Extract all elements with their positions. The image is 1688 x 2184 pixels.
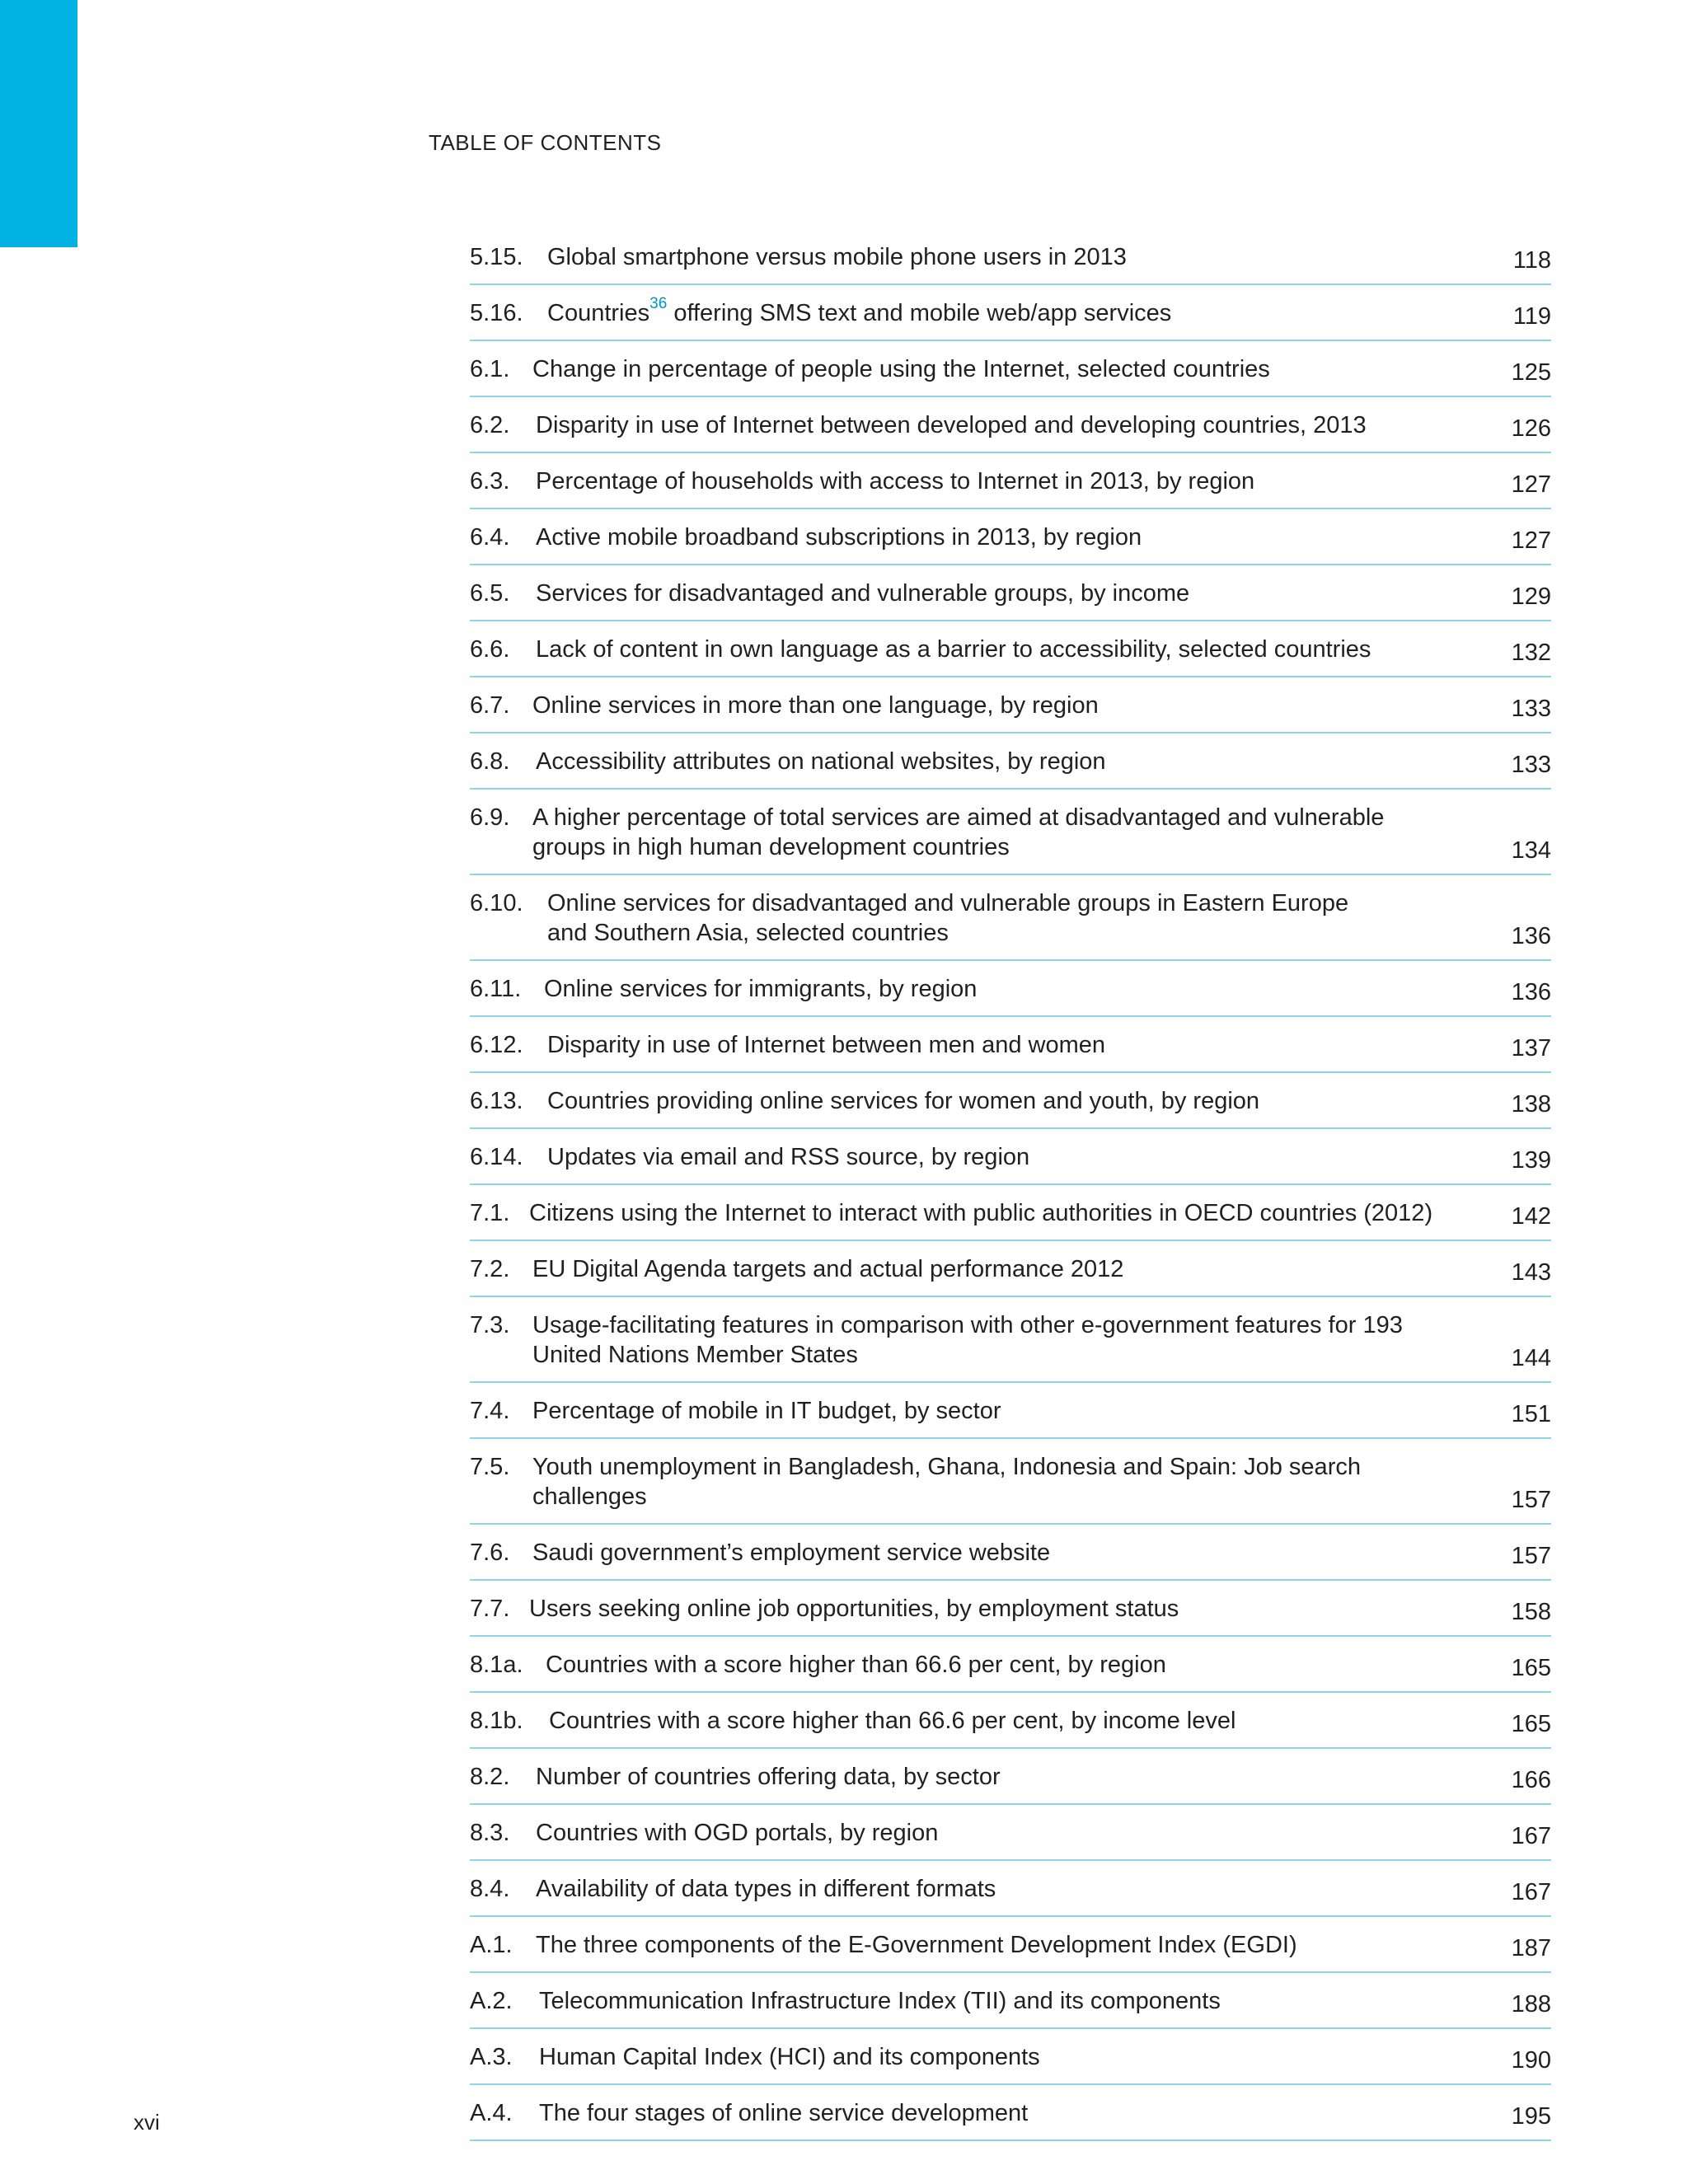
toc-entry-page: 188 [1511,1991,1551,2018]
toc-entry-number: 7.1. [470,1200,510,1226]
toc-entry-title: Percentage of households with access to Internet in 2013, by region [536,468,1255,494]
toc-entry-title: Updates via email and RSS source, by region [547,1144,1030,1170]
toc-entry-number: 6.13. [470,1088,523,1114]
toc-entry-title: Disparity in use of Internet between developed and developing countries, 2013 [536,412,1367,438]
toc-entry-title: Services for disadvantaged and vulnerable groups, by income [536,580,1190,607]
toc-entry-title-line: groups in high human development countries [532,834,1010,860]
toc-entry-title-line: and Southern Asia, selected countries [547,920,949,946]
toc-entry-number: 6.5. [470,580,510,607]
toc-entry-title-text: offering SMS text and mobile web/app services [667,300,1172,326]
toc-entry[interactable] [470,1749,1551,1805]
toc-entry[interactable] [470,1439,1551,1525]
section-title: TABLE OF CONTENTS [429,130,662,155]
toc-entry-title: Availability of data types in different formats [536,1876,996,1902]
toc-entry-title: The three components of the E-Government Development Index (EGDI) [536,1932,1297,1958]
toc-entry-page: 165 [1511,1655,1551,1681]
toc-entry-number: A.3. [470,2044,513,2070]
toc-entry-number: 7.4. [470,1398,510,1424]
toc-entry-number: 5.15. [470,244,523,270]
toc-entry[interactable] [470,1637,1551,1693]
toc-entry-page: 136 [1511,979,1551,1005]
toc-entry-title-line: United Nations Member States [532,1342,858,1368]
toc-entry-title: Lack of content in own language as a barrier to accessibility, selected countries [536,636,1372,663]
toc-entry-page: 126 [1511,415,1551,442]
toc-entry[interactable] [470,733,1551,790]
toc-entry[interactable] [470,397,1551,453]
toc-entry[interactable] [470,509,1551,565]
toc-entry-page: 158 [1511,1599,1551,1625]
toc-entry[interactable] [470,961,1551,1017]
toc-entry-page: 118 [1512,247,1551,274]
toc-entry-page: 137 [1511,1035,1551,1062]
toc-entry-number: 8.2. [470,1764,510,1790]
footnote-marker[interactable]: 36 [649,295,668,313]
toc-entry-title: Disparity in use of Internet between men and women [547,1032,1106,1058]
toc-entry-title: Number of countries offering data, by sector [536,1764,1001,1790]
toc-entry-title: Telecommunication Infrastructure Index (TII) and its components [539,1988,1221,2014]
toc-entry-page: 125 [1511,359,1551,386]
toc-entry-page: 151 [1511,1401,1551,1427]
toc-entry-page: 142 [1511,1203,1551,1230]
toc-entry-page: 187 [1511,1935,1551,1961]
toc-entry-title [532,1310,1452,1370]
toc-entry-page: 166 [1511,1767,1551,1793]
toc-entry[interactable] [470,1185,1551,1241]
toc-entry[interactable] [470,453,1551,509]
toc-entry-page: 133 [1511,752,1551,778]
toc-entry-title: Countries with OGD portals, by region [536,1820,939,1846]
toc-entry-page: 132 [1511,640,1551,666]
toc-entry-number: 8.1a. [470,1652,523,1678]
toc-entry-number: 6.12. [470,1032,523,1058]
toc-entry-page: 195 [1511,2103,1551,2130]
toc-entry-page: 165 [1511,1711,1551,1737]
toc-entry[interactable] [470,1073,1551,1129]
toc-entry-title: Countries providing online services for women and youth, by region [547,1088,1260,1114]
toc-entry-number: 6.14. [470,1144,523,1170]
toc-entry-page: 157 [1511,1543,1551,1569]
toc-entry-title: Citizens using the Internet to interact with public authorities in OECD countries (2012) [529,1200,1433,1226]
toc-entry-page: 133 [1511,696,1551,722]
toc-entry-page: 119 [1512,303,1551,330]
toc-entry[interactable] [470,621,1551,677]
toc-entry-title: Users seeking online job opportunities, by employment status [529,1596,1179,1622]
toc-entry-page: 127 [1511,527,1551,554]
toc-entry[interactable] [470,1693,1551,1749]
toc-entry-page: 127 [1511,471,1551,498]
toc-entry-title: Online services in more than one language, by region [532,692,1099,719]
toc-entry-title-text: Countries [547,300,650,326]
toc-entry-number: 7.7. [470,1596,510,1622]
toc-entry[interactable] [470,1917,1551,1973]
toc-entry-number: A.4. [470,2100,513,2126]
toc-entry-page: 136 [1511,923,1551,949]
toc-entry-title [547,295,1452,328]
toc-entry-number: 6.10. [470,890,523,916]
toc-entry-title-line: Youth unemployment in Bangladesh, Ghana, Indonesia and Spain: Job search [532,1454,1361,1480]
toc-entry-title [532,1452,1452,1511]
toc-entry-title-line: Online services for disadvantaged and vulnerable groups in Eastern Europe [547,890,1349,916]
toc-entry[interactable] [470,2085,1551,2141]
toc-entry-page: 144 [1511,1345,1551,1371]
toc-entry-title: EU Digital Agenda targets and actual performance 2012 [532,1256,1124,1282]
toc-entry[interactable] [470,1241,1551,1297]
toc-entry-number: 7.5. [470,1454,510,1480]
toc-entry-title-line: Usage-facilitating features in comparison with other e-government features for 193 [532,1312,1403,1338]
toc-entry-page: 134 [1511,837,1551,864]
toc-entry-number: 7.6. [470,1540,510,1566]
toc-entry-number: 6.6. [470,636,510,663]
toc-entry-title: Countries with a score higher than 66.6 per cent, by income level [549,1708,1236,1734]
toc-entry[interactable] [470,565,1551,621]
toc-entry[interactable] [470,1129,1551,1185]
toc-entry-number: 6.4. [470,524,510,551]
toc-entry-title: Active mobile broadband subscriptions in 2013, by region [536,524,1142,551]
toc-entry-title: Online services for immigrants, by region [544,976,978,1002]
toc-entry-number: 7.2. [470,1256,510,1282]
toc-entry-page: 167 [1511,1823,1551,1849]
toc-entry[interactable] [470,1973,1551,2029]
toc-entry[interactable] [470,790,1551,875]
toc-entry[interactable] [470,875,1551,961]
toc-entry-page: 157 [1511,1487,1551,1513]
toc-entry-title: Countries with a score higher than 66.6 per cent, by region [546,1652,1166,1678]
toc-entry[interactable] [470,1861,1551,1917]
toc-entry-title: Human Capital Index (HCI) and its components [539,2044,1040,2070]
toc-entry-page: 139 [1511,1147,1551,1174]
toc-list [470,229,1551,2141]
toc-entry[interactable] [470,1017,1551,1073]
toc-entry-page: 167 [1511,1879,1551,1905]
page-number: xvi [134,2110,160,2135]
toc-entry[interactable] [470,1525,1551,1581]
toc-entry[interactable] [470,1581,1551,1637]
toc-entry-page: 190 [1511,2047,1551,2074]
toc-entry-number: 8.4. [470,1876,510,1902]
toc-entry-number: A.2. [470,1988,513,2014]
toc-entry-title: The four stages of online service development [539,2100,1029,2126]
toc-entry[interactable] [470,2029,1551,2085]
toc-entry-number: 6.8. [470,748,510,775]
toc-entry-number: 8.1b. [470,1708,523,1734]
toc-entry-number: 6.9. [470,804,510,831]
toc-entry-title-line: challenges [532,1483,647,1510]
toc-entry-title: Percentage of mobile in IT budget, by sector [532,1398,1001,1424]
toc-entry-page: 138 [1511,1091,1551,1118]
toc-entry[interactable] [470,1383,1551,1439]
toc-entry-title: Global smartphone versus mobile phone users in 2013 [547,244,1127,270]
toc-entry-title-line: A higher percentage of total services are aimed at disadvantaged and vulnerable [532,804,1385,831]
toc-entry-number: A.1. [470,1932,513,1958]
toc-entry-number: 6.7. [470,692,510,719]
toc-entry-number: 8.3. [470,1820,510,1846]
toc-entry-title [547,888,1452,948]
toc-entry[interactable] [470,677,1551,733]
toc-entry-number: 6.3. [470,468,510,494]
toc-entry[interactable] [470,1805,1551,1861]
toc-entry-number: 5.16. [470,300,523,326]
toc-entry-number: 7.3. [470,1312,510,1338]
toc-entry-page: 129 [1511,583,1551,610]
toc-entry-title: Accessibility attributes on national websites, by region [536,748,1106,775]
toc-entry-page: 143 [1511,1259,1551,1286]
toc-entry-number: 6.1. [470,356,510,382]
toc-entry-number: 6.11. [470,976,522,1002]
toc-entry[interactable] [470,229,1551,285]
toc-entry[interactable] [470,1297,1551,1383]
toc-entry[interactable] [470,285,1551,341]
toc-entry-title [532,803,1452,862]
toc-entry-title: Saudi government’s employment service website [532,1540,1051,1566]
toc-entry[interactable] [470,341,1551,397]
section-color-tab [0,0,77,247]
toc-entry-title: Change in percentage of people using the Internet, selected countries [532,356,1270,382]
toc-entry-number: 6.2. [470,412,510,438]
